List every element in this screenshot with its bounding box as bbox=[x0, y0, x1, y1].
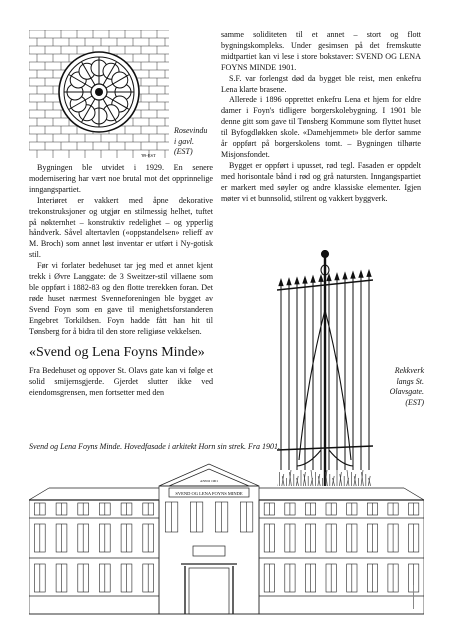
right-text-block bbox=[221, 30, 421, 205]
paragraph: S.F. var forlengst død da bygget ble reist, men enkefru Lena klarte brasene. bbox=[221, 73, 421, 94]
caption-line: Olavsgate. bbox=[389, 387, 424, 396]
paragraph: Før vi forlater bedehuset tar jeg med et annet kjent trekk i Øvre Langgate: de 3 Sweitzer-stil villaene som ble oppført i 1882-83 og den flotte trerekken foran. Det røde huset nærmest Svenneforeningen ble bygget av Svend Foyn som en gave til menighetsforstanderen Engebret Torkildsen. Foyn hadde fått han hit til Tønsberg for å bidra til den store religiøse vekkelsen. bbox=[29, 261, 213, 336]
facade-caption: Svend og Lena Foyns Minde. Hovedfasade i arkitekt Horn sin strek. Fra 1901. bbox=[29, 442, 280, 451]
paragraph: samme soliditeten til et annet – stort og flott bygningskompleks. Under gesimsen på det fremskutte midtpartiet kan vi lese i store bokstaver: SVEND OG LENA FOYNS MINDE 1901. bbox=[221, 30, 421, 72]
paragraph: Interiøret er vakkert med åpne dekorative trekonstruksjoner og utgjør en stilmessig helhet, tuftet på nøkternhet – konstruktiv redelighet – og ypperlig håndverk. Såvel altertavlen («oppstandelsen» relieff av M. Broch) som annet løst inventar er utført i Ny-gotisk stil. bbox=[29, 195, 213, 260]
facade-sign-year: ANNO 1901 bbox=[200, 479, 218, 483]
rose-window-caption bbox=[174, 126, 216, 158]
facade-sign-text: SVEND OG LENA FOYNS MINDE bbox=[175, 491, 243, 496]
svg-text:'89-EST: '89-EST bbox=[141, 153, 156, 158]
left-text-block bbox=[29, 163, 213, 338]
paragraph: Fra Bedehuset og oppover St. Olavs gate kan vi følge et solid smijernsgjerde. Gjerdet slutter ikke ved eiendomsgrensen, men fortsetter med den bbox=[29, 366, 213, 397]
rose-window-illustration bbox=[29, 30, 169, 160]
caption-line: (EST) bbox=[405, 397, 424, 407]
caption-line: Rosevindu bbox=[174, 126, 208, 135]
caption-line: (EST) bbox=[174, 147, 193, 156]
paragraph: Bygningen ble utvidet i 1929. En senere modernisering har vært noe brutal mot det opprinnelige inngangspartiet. bbox=[29, 163, 213, 194]
caption-line: Rekkverk bbox=[394, 366, 424, 375]
caption-line: langs St. bbox=[396, 376, 424, 386]
paragraph: Allerede i 1896 opprettet enkefru Lena et hjem for eldre damer i Foyn's tidligere borgerskolebygning. I 1901 ble denne gitt som gave til Tønsberg Kommune som flyttet huset til Byfogdløkken skole. «Damehjemmet» ble derfor samme år oppført på borgerskolens tomt. – Bygningen tilhørte Misjonsfondet. bbox=[221, 95, 421, 159]
left-text-block-2 bbox=[29, 366, 213, 399]
caption-line: i gavl. bbox=[174, 136, 194, 146]
margin-mark bbox=[413, 585, 418, 609]
fence-caption bbox=[378, 366, 424, 408]
section-heading: «Svend og Lena Foyns Minde» bbox=[29, 345, 205, 360]
paragraph: Bygget er oppført i upusset, rød tegl. Fasaden er oppdelt med horisontale bånd i rød og grå natursten. Inngangspartiet er markert med søyler og andre klassiske elementer. Igjen møter vi et bunnsolid, stilrent og vakkert byggverk. bbox=[221, 160, 421, 203]
building-facade-drawing bbox=[29, 458, 424, 618]
